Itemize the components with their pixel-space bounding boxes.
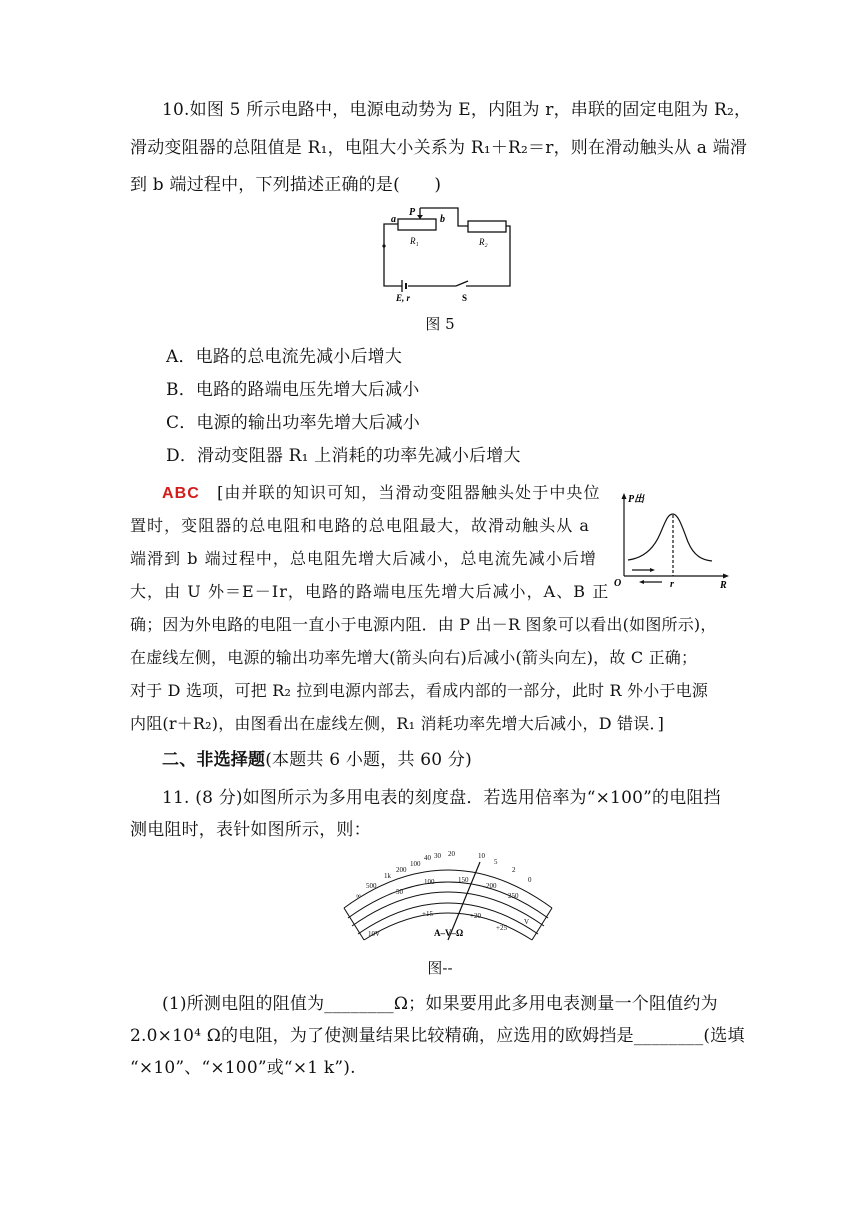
answer-line-8: 内阻(r＋R₂)，由图看出在虚线左侧，R₁ 消耗功率先增大后减小，D 错误．] (130, 714, 665, 733)
answer-line-6: 在虚线左侧，电源的输出功率先增大(箭头向右)后减小(箭头向左)，故 C 正确； (130, 648, 698, 667)
svg-text:+25: +25 (496, 924, 507, 932)
meter-label: A–V–Ω (434, 928, 464, 938)
answer-line-3: 端滑到 b 端过程中，总电阻先增大后减小，总电流先减小后增 (130, 549, 597, 568)
option-b: B．电路的路端电压先增大后减小 (166, 380, 420, 400)
svg-text:1k: 1k (384, 872, 391, 880)
label-a: a (391, 214, 396, 225)
option-d: D．滑动变阻器 R₁ 上消耗的功率先减小后增大 (166, 446, 521, 466)
arrow-left-icon (639, 580, 644, 584)
q11-line-2: 测电阻时，表针如图所示，则： (130, 820, 371, 840)
graph-y-label: P出 (628, 494, 645, 505)
answer-key: ABC (162, 485, 200, 502)
section-2-heading: 二、非选择题(本题共 6 小题，共 60 分) (162, 750, 472, 770)
q10-line-2: 滑动变阻器的总阻值是 R₁，电阻大小关系为 R₁＋R₂＝r，则在滑动触头从 a 端滑 (130, 138, 748, 158)
option-a: A．电路的总电流先减小后增大 (166, 347, 403, 367)
answer-line-1: ABC [由并联的知识可知，当滑动变阻器触头处于中央位 (162, 483, 601, 502)
answer-line-5: 确；因为外电路的电阻一直小于电源内阻．由 P 出－R 图象可以看出(如图所示)， (130, 615, 717, 634)
graph-x-label: R (720, 580, 727, 588)
label-er: E, r (396, 293, 411, 303)
svg-text:+15: +15 (422, 910, 433, 918)
label-p: P (409, 207, 416, 218)
q11-sub1-line-3: “×10”、“×100”或“×1 k”). (130, 1058, 356, 1078)
answer-line-2: 置时，变阻器的总电阻和电路的总电阻最大，故滑动触头从 a (130, 516, 591, 535)
q11-sub1-line-1: (1)所测电阻的阻值为________Ω；如果要用此多用电表测量一个阻值约为 (162, 994, 718, 1014)
svg-text:0: 0 (528, 876, 532, 884)
label-r2: R₂ (479, 237, 488, 247)
answer-line-4: 大，由 U 外＝E－Ir，电路的路端电压先增大后减小，A、B 正 (130, 582, 610, 601)
arrow-right-icon (650, 568, 655, 572)
label-r1: R₁ (410, 236, 419, 246)
option-c: C．电源的输出功率先增大后减小 (166, 413, 421, 433)
meter-figure-caption: 图-- (427, 959, 453, 977)
q10-line-1: 10.如图 5 所示电路中，电源电动势为 E，内阻为 r，串联的固定电阻为 R₂， (162, 100, 752, 120)
multimeter-dial (338, 846, 558, 946)
svg-text:∞: ∞ (356, 892, 361, 900)
svg-text:V: V (524, 918, 530, 926)
svg-text:500: 500 (366, 882, 377, 890)
svg-text:200: 200 (486, 882, 497, 890)
svg-text:10V: 10V (368, 930, 381, 938)
svg-text:5: 5 (494, 858, 498, 866)
q10-line-3: 到 b 端过程中，下列描述正确的是( ) (130, 175, 442, 195)
resistor-r2 (468, 221, 506, 232)
label-s: S (462, 293, 468, 303)
power-curve (628, 514, 712, 561)
svg-text:10: 10 (478, 852, 485, 860)
circuit-diagram (376, 200, 516, 304)
svg-text:2: 2 (512, 866, 516, 874)
svg-text:100: 100 (410, 860, 421, 868)
q11-line-1: 11. (8 分)如图所示为多用电表的刻度盘．若选用倍率为“×100”的电阻挡 (162, 788, 721, 808)
svg-text:40: 40 (424, 854, 431, 862)
svg-text:200: 200 (396, 866, 407, 874)
graph-origin-label: O (614, 578, 622, 588)
svg-text:20: 20 (448, 850, 455, 858)
svg-text:250: 250 (508, 892, 519, 900)
svg-text:50: 50 (396, 888, 403, 896)
section-2-title: 二、非选择题 (162, 750, 266, 770)
svg-text:150: 150 (458, 876, 469, 884)
graph-r-label: r (670, 579, 674, 588)
svg-text:+20: +20 (470, 912, 481, 920)
power-resistance-graph (612, 490, 732, 588)
resistor-r1 (398, 219, 436, 230)
figure-5-caption: 图 5 (425, 315, 455, 333)
label-b: b (440, 214, 445, 225)
svg-text:100: 100 (424, 878, 435, 886)
svg-text:30: 30 (434, 852, 441, 860)
q11-sub1-line-2: 2.0×10⁴ Ω的电阻，为了使测量结果比较精确，应选用的欧姆挡是________(选填 (130, 1026, 745, 1046)
answer-line-7: 对于 D 选项，可把 R₂ 拉到电源内部去，看成内部的一部分，此时 R 外小于电源 (130, 681, 709, 700)
